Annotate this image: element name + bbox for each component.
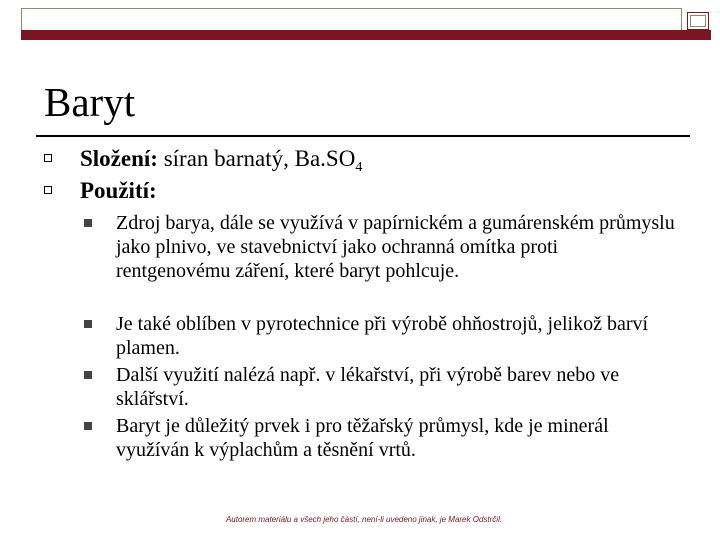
header-decor-outline [21,8,682,32]
header-decor-bar [21,30,711,40]
filled-square-bullet-icon [84,320,92,328]
bullet-value: síran barnatý, Ba.SO [157,146,356,171]
bullet-label: Složení: [80,146,158,171]
sub-bullet-text: Zdroj barya, dále se využívá v papírnickém a gumárenském průmyslu jako plnivo, ve stavebnictví jako ochranná omítka proti rentgenovému záření, které baryt pohlcuje. [116,212,675,282]
formula-subscript: 4 [355,160,363,175]
filled-square-bullet-icon [84,219,92,227]
bullet-text [80,178,157,204]
filled-square-bullet-icon [84,371,92,379]
sub-bullet-text: Baryt je důležitý prvek i pro těžařský průmysl, kde je minerál využíván k výplachům a těsnění vrtů. [116,415,609,461]
bullet-text [80,146,362,181]
sub-bullet-text: Další využití nalézá např. v lékařství, při výrobě barev nebo ve sklářství. [116,364,620,410]
hollow-square-bullet-icon [44,186,52,194]
sub-bullet-text: Je také oblíben v pyrotechnice při výrobě ohňostrojů, jelikož barví plamen. [116,313,649,359]
footer-author-note: Autorem materiálu a všech jeho částí, není-li uvedeno jinak, je Marek Odstrčil. [225,515,503,524]
hollow-square-bullet-icon [44,154,52,162]
header-decor-square-inner [690,15,706,27]
filled-square-bullet-icon [84,422,92,430]
bullet-label: Použití: [80,178,157,203]
title-underline [36,135,690,137]
slide-title: Baryt [44,79,136,125]
